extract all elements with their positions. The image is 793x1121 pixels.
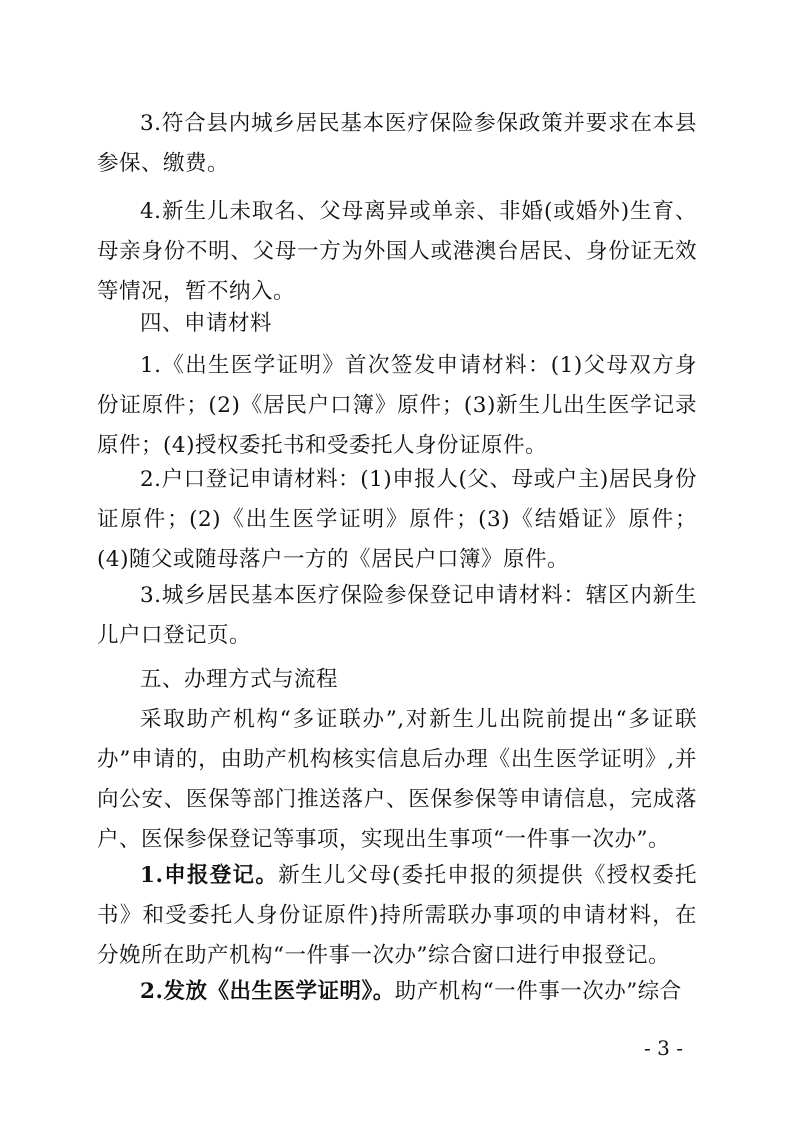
paragraph-4-text: 1.《出生医学证明》首次签发申请材料：(1)父母双方身份证原件；(2)《居民户口簿》原件；(3)新生儿出生医学记录原件；(4)授权委托书和受委托人身份证原件。 [97, 353, 697, 458]
paragraph-6 [97, 576, 697, 656]
paragraph-10 [97, 972, 697, 1012]
paragraph-5 [97, 460, 697, 580]
paragraph-8-text: 采取助产机构“多证联办”,对新生儿出院前提出“多证联办”申请的，由助产机构核实信息后办理《出生医学证明》,并向公安、医保等部门推送落户、医保参保等申请信息，完成落户、医保参保登记等事项，实现出生事项“一件事一次办”。 [97, 707, 697, 852]
paragraph-10-heading: 2.发放《出生医学证明》。 [140, 979, 395, 1004]
paragraph-5-text: 2.户口登记申请材料：(1)申报人(父、母或户主)居民身份证原件；(2)《出生医学证明》原件；(3)《结婚证》原件；(4)随父或随母落户一方的《居民户口簿》原件。 [97, 467, 697, 572]
paragraph-1 [97, 104, 697, 184]
paragraph-2-text: 4.新生儿未取名、父母离异或单亲、非婚(或婚外)生育、母亲身份不明、父母一方为外国人或港澳台居民、身份证无效等情况，暂不纳入。 [97, 199, 697, 304]
paragraph-6-text: 3.城乡居民基本医疗保险参保登记申请材料：辖区内新生儿户口登记页。 [97, 583, 697, 648]
paragraph-8 [97, 700, 697, 860]
section-heading-materials-text: 四、申请材料 [140, 311, 273, 336]
paragraph-9-heading: 1.申报登记。 [140, 863, 279, 888]
paragraph-2 [97, 192, 697, 312]
page-number: - 3 - [644, 1036, 683, 1060]
paragraph-10-text: 助产机构“一件事一次办”综合 [394, 979, 682, 1004]
section-heading-process-text: 五、办理方式与流程 [140, 667, 339, 692]
section-heading-process [97, 660, 697, 700]
paragraph-1-text: 3.符合县内城乡居民基本医疗保险参保政策并要求在本县参保、缴费。 [97, 111, 697, 176]
paragraph-9-text: 新生儿父母(委托申报的须提供《授权委托书》和受委托人身份证原件)持所需联办事项的申请材料，在分娩所在助产机构“一件事一次办”综合窗口进行申报登记。 [97, 863, 698, 968]
paragraph-9 [97, 856, 697, 976]
paragraph-4 [97, 346, 697, 466]
section-heading-materials [97, 304, 697, 344]
